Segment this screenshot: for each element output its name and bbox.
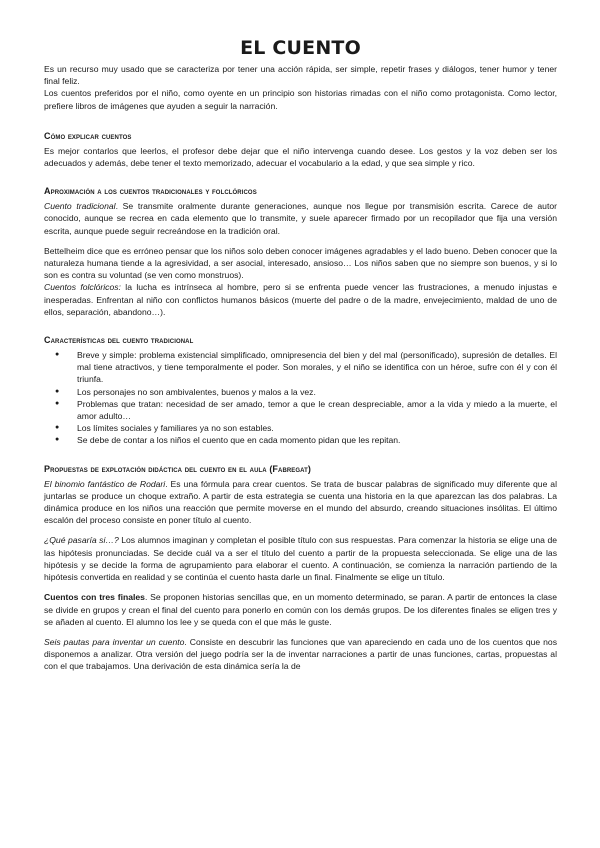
- list-item: ● Breve y simple: problema existencial simplificado, omnipresencia del bien y del mal (personificado), supresión de detalles. El mal tiene atractivos, y tiene temporalmente el poder. Son morales, y el niño se identifica con un héroe, sufre con él y con él triunfa.: [77, 349, 557, 386]
- heading-caracteristicas: Características del cuento tradicional: [44, 335, 194, 346]
- tres-finales-term: Cuentos con tres finales: [44, 592, 145, 603]
- bettelheim-paragraph: Bettelheim dice que es erróneo pensar que los niños solo deben conocer imágenes agradables y el lado bueno. Deben conocer que la naturaleza humana tiende a la agresividad, a ser asocial, interesado, ansioso… Los niños saben que no siempre son buenos, y si lo son es contra su voluntad (se ven como monstruos).: [44, 245, 557, 281]
- seis-pautas-paragraph: Seis pautas para inventar un cuento. Consiste en descubrir las funciones que van apareciendo en cada uno de los cuentos que nos disponemos a analizar. Otra versión del juego podría ser la de inventar narraciones a partir de unas funciones, cartas, propuestas al con el que trabajamos. Una derivación de esta dinámica sería la de: [44, 636, 558, 672]
- cuento-tradicional-paragraph: Cuento tradicional. Se transmite oralmente durante generaciones, aunque nos llegue por transmisión escrita. Carece de autor conocido, aunque se recrea en cada elemento que lo transmite, y suele aparecer firmado por un recopilador que fija una versión escrita, aunque puede seguir recreándose en la tradición oral.: [44, 201, 557, 236]
- como-explicar-paragraph: Es mejor contarlos que leerlos, el profesor debe dejar que el niño intervenga cuando desee. Los gestos y la voz deben ser los adecuados y además, debe tener el texto memorizado, adecuar el vocabulario a la edad, y que sea simple y rico.: [44, 145, 557, 169]
- caracteristicas-list: [44, 349, 557, 447]
- list-item: ● Se debe de contar a los niños el cuento que en cada momento pidan que les repitan.: [77, 434, 557, 446]
- que-pasaria-paragraph: ¿Qué pasaría si…? Los alumnos imaginan y completan el posible título con sus respuestas. Para comenzar la historia se elige una de las hipótesis pronunciadas. Se decide cuál va a ser el título del cuento a partir de la propuesta seleccionada. Se elige una de las hipótesis y se decide la forma de agrupamiento para elaborar el cuento. A continuación, se comienza la narración partiendo de la hipótesis convertida en realidad y se continúa el cuento hasta darle un final. Finalmente se elige un título.: [44, 535, 558, 583]
- heading-propuestas: Propuestas de explotación didáctica del cuento en el aula (Fabregat): [44, 463, 312, 474]
- binomio-term: El binomio fantástico de Rodari: [44, 478, 166, 489]
- list-item: ● Los personajes no son ambivalentes, buenos y malos a la vez.: [77, 386, 557, 398]
- document-title: EL CUENTO: [240, 37, 361, 59]
- list-item: ● Los límites sociales y familiares ya no son estables.: [77, 422, 557, 434]
- seis-pautas-term: Seis pautas para inventar un cuento: [44, 636, 185, 647]
- cuento-tradicional-term: Cuento tradicional: [44, 201, 116, 212]
- heading-aproximacion: Aproximación a los cuentos tradicionales y folclóricos: [44, 186, 257, 197]
- cuentos-folcloricos-paragraph: Cuentos folclóricos: la lucha es intrínseca al hombre, pero si se enfrenta puede vencer las frustraciones, a menudo injustas e inesperadas. Enfrentan al niño con conflictos humanos básicos (muerte del padre o de la madre, envejecimiento, maldad de uno de ellos, separación, abandono…).: [44, 282, 557, 317]
- document-page: [44, 36, 557, 673]
- tres-finales-paragraph: Cuentos con tres finales. Se proponen historias sencillas que, en un momento determinado, se paran. A partir de entonces la clase se divide en grupos y crean el final del cuento para ponerlo en común con los demás grupos. De los diferentes finales se eligen tres y se añaden al cuento. El alumno los lee y se queda con el que más le guste.: [44, 592, 557, 627]
- heading-como-explicar: Cómo explicar cuentos: [44, 130, 132, 141]
- que-pasaria-term: ¿Qué pasaría si…?: [44, 535, 119, 546]
- binomio-paragraph: El binomio fantástico de Rodari. Es una fórmula para crear cuentos. Se trata de buscar palabras de significado muy diferente que al juntarlas se produce un choque extraño. A partir de esta estrategia se cuenta una historia en la que aparezcan las dos palabras. La dinámica produce en los niños una reacción que permite moverse en el mundo del absurdo, creando situaciones insólitas. El último escalón del proceso consiste en poner título al cuento.: [44, 478, 557, 526]
- intro-paragraph-2: Los cuentos preferidos por el niño, como oyente en un principio son historias rimadas con el niño como protagonista. Como lector, prefiere libros de imágenes que ayuden a seguir la narración.: [44, 88, 557, 111]
- intro-paragraph-1: Es un recurso muy usado que se caracteriza por tener una acción rápida, ser simple, repetir frases y diálogos, tener humor y tener final feliz.: [44, 64, 557, 87]
- list-item: ● Problemas que tratan: necesidad de ser amado, temor a que le crean despreciable, amor a la vida y miedo a la muerte, el amor adulto…: [77, 398, 557, 422]
- cuentos-folcloricos-term: Cuentos folclóricos:: [44, 282, 121, 293]
